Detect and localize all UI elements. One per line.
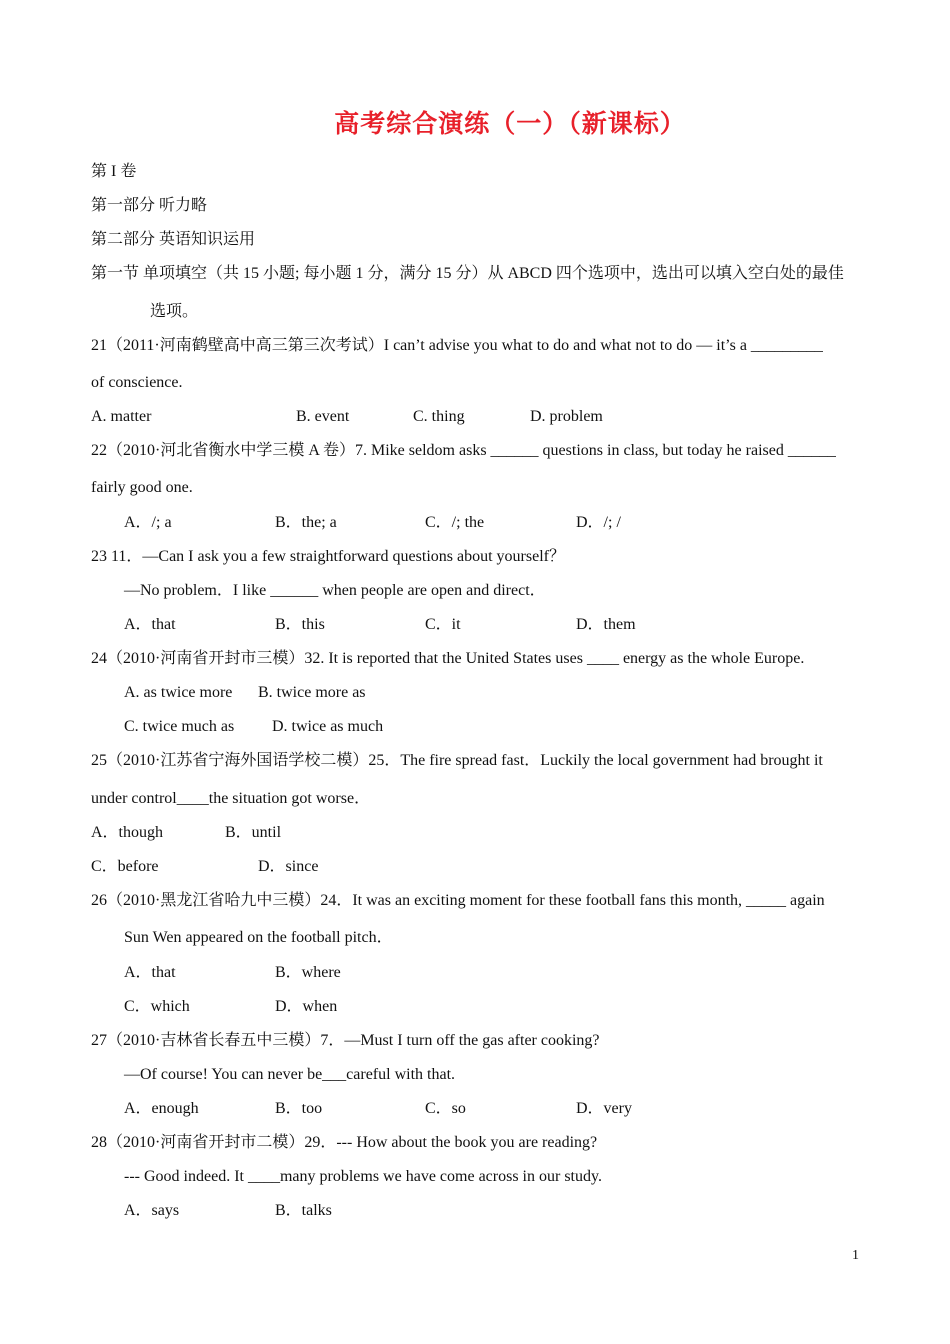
- question-25-option-a: A．though: [91, 824, 164, 841]
- question-27-option-b: B．too: [275, 1100, 323, 1117]
- part1-heading: 第一部分 听力略: [91, 197, 208, 214]
- question-21-option-c: C. thing: [413, 408, 465, 425]
- question-25-option-b: B．until: [225, 824, 282, 841]
- question-28-stem-continued: --- Good indeed. It ____many problems we have come across in our study.: [124, 1168, 602, 1185]
- question-27-stem: 27（2010·吉林省长春五中三模）7．—Must I turn off the gas after cooking?: [91, 1032, 600, 1049]
- question-21-option-b: B. event: [296, 408, 350, 425]
- question-22-option-a: A．/; a: [124, 514, 172, 531]
- volume-label: 第 I 卷: [91, 163, 137, 180]
- question-27-option-a: A．enough: [124, 1100, 199, 1117]
- question-26-stem-continued: Sun Wen appeared on the football pitch．: [124, 929, 393, 946]
- question-22-option-c: C．/; the: [425, 514, 485, 531]
- question-25-option-d: D．since: [258, 858, 319, 875]
- question-26-option-a: A．that: [124, 964, 176, 981]
- question-22-stem-continued: fairly good one.: [91, 479, 193, 496]
- question-26-stem: 26（2010·黑龙江省哈九中三模）24．It was an exciting moment for these football fans this month, _____ again: [91, 892, 825, 909]
- question-23-option-b: B．this: [275, 616, 325, 633]
- question-22-option-b: B．the; a: [275, 514, 337, 531]
- question-24-stem: 24（2010·河南省开封市三模）32. It is reported that the United States uses ____ energy as the whole Europe.: [91, 650, 805, 667]
- question-25-option-c: C．before: [91, 858, 159, 875]
- question-23-option-d: D．them: [576, 616, 636, 633]
- question-21-stem: 21（2011·河南鹤壁高中高三第三次考试）I can’t advise you what to do and what not to do — it’s a _________: [91, 337, 823, 354]
- question-26-option-d: D．when: [275, 998, 338, 1015]
- section-intro-continued: 选项。: [150, 303, 199, 320]
- question-22-option-d: D．/; /: [576, 514, 621, 531]
- question-23-option-a: A．that: [124, 616, 176, 633]
- question-24-option-a: A. as twice more: [124, 684, 233, 701]
- question-23-option-c: C．it: [425, 616, 461, 633]
- question-23-stem: 23 11．—Can I ask you a few straightforward questions about yourself？: [91, 548, 565, 565]
- question-24-option-d: D. twice as much: [272, 718, 384, 735]
- question-21-stem-continued: of conscience.: [91, 374, 183, 391]
- question-24-option-c: C. twice much as: [124, 718, 235, 735]
- question-22-stem: 22（2010·河北省衡水中学三模 A 卷）7. Mike seldom asks ______ questions in class, but today he raised ______: [91, 442, 836, 459]
- part2-heading: 第二部分 英语知识运用: [91, 231, 256, 248]
- question-25-stem-continued: under control____the situation got worse．: [91, 790, 371, 807]
- question-21-option-d: D. problem: [530, 408, 603, 425]
- question-21-option-a: A. matter: [91, 408, 152, 425]
- question-28-option-b: B．talks: [275, 1202, 332, 1219]
- question-26-option-b: B．where: [275, 964, 341, 981]
- question-26-option-c: C．which: [124, 998, 190, 1015]
- question-24-option-b: B. twice more as: [258, 684, 366, 701]
- question-27-option-c: C．so: [425, 1100, 466, 1117]
- section-intro: 第一节 单项填空（共 15 小题; 每小题 1 分，满分 15 分）从 ABCD 四个选项中，选出可以填入空白处的最佳: [91, 265, 844, 282]
- question-28-option-a: A．says: [124, 1202, 180, 1219]
- question-27-stem-continued: —Of course! You can never be___careful with that.: [124, 1066, 456, 1083]
- page-number: 1: [852, 1248, 859, 1263]
- page-title: 高考综合演练（一）（新课标）: [334, 109, 686, 138]
- question-28-stem: 28（2010·河南省开封市二模）29．--- How about the book you are reading?: [91, 1134, 598, 1151]
- question-27-option-d: D．very: [576, 1100, 632, 1117]
- question-23-stem-continued: —No problem．I like ______ when people are open and direct．: [124, 582, 546, 599]
- question-25-stem: 25（2010·江苏省宁海外国语学校二模）25．The fire spread fast．Luckily the local government had brought it: [91, 752, 823, 769]
